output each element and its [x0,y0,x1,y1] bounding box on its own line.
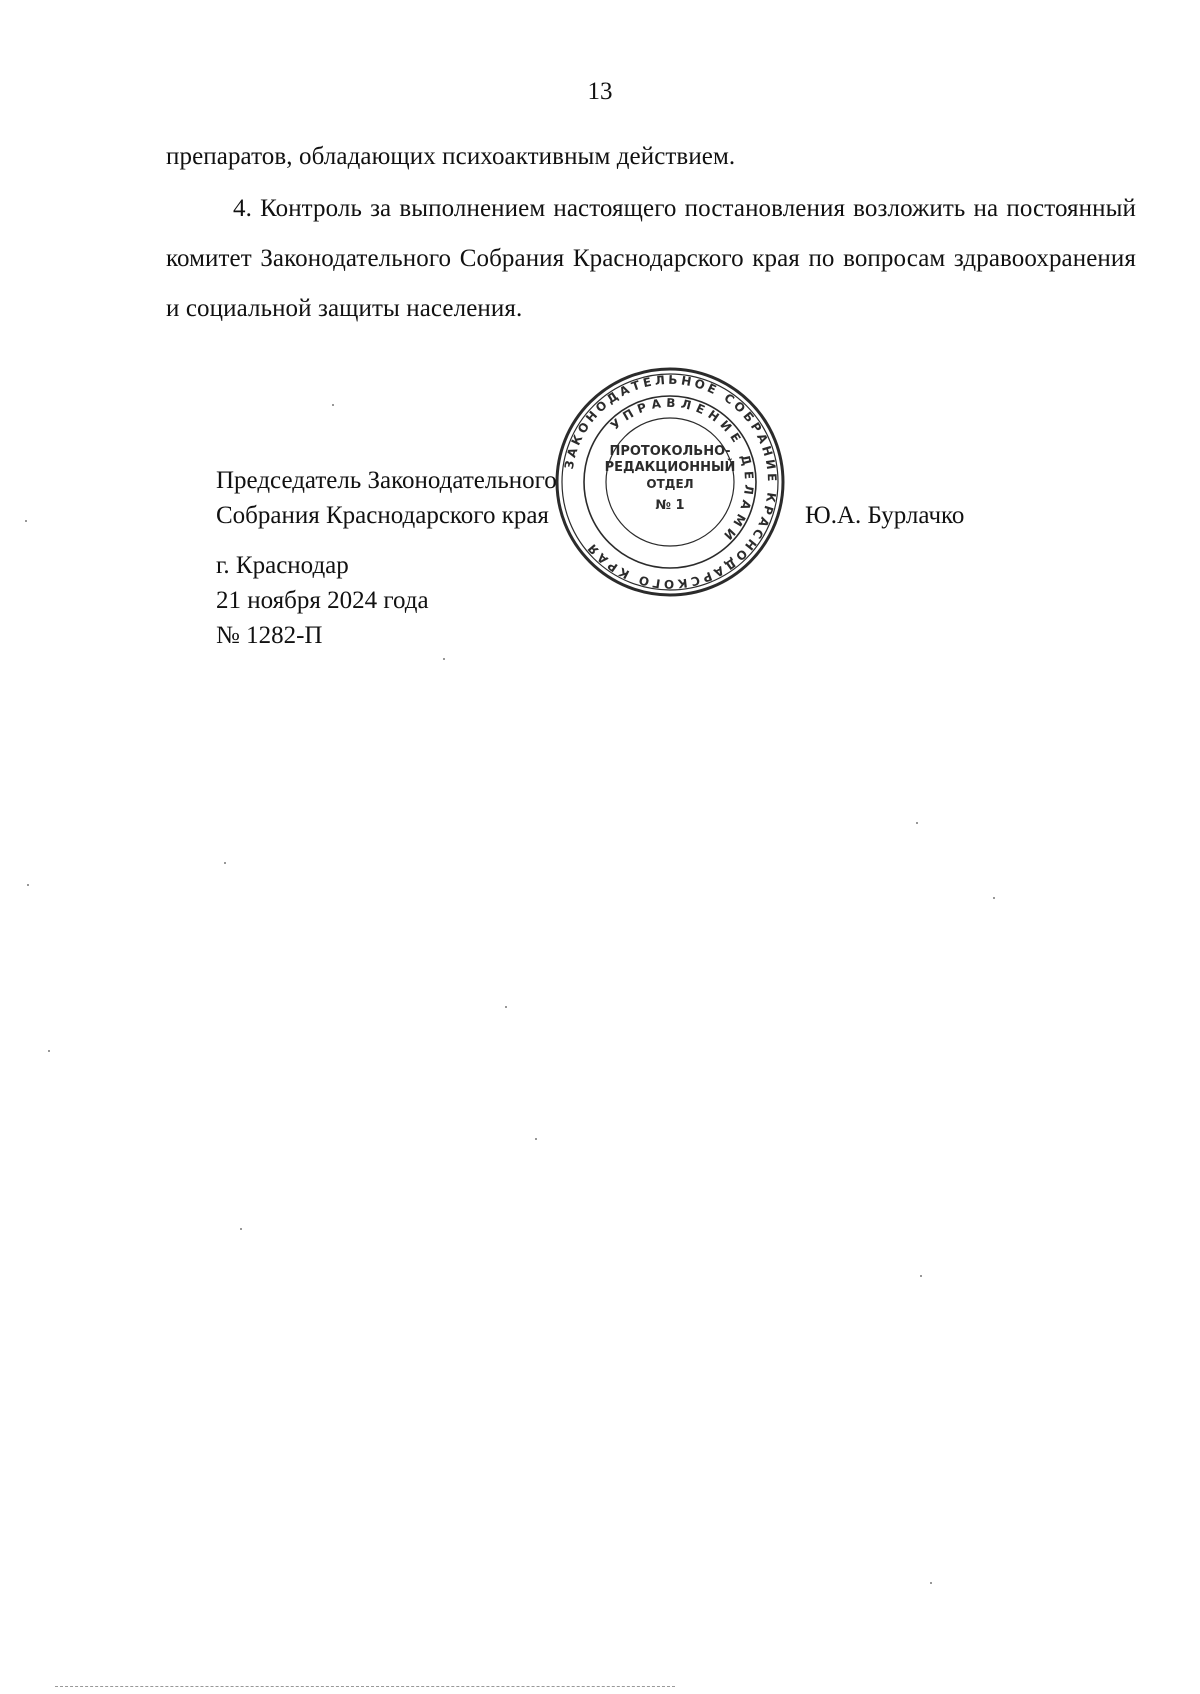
signatory-name: Ю.А. Бурлачко [805,502,965,529]
stamp-center-line-1: ПРОТОКОЛЬНО- [609,444,731,459]
stamp-center-line-4: № 1 [655,498,685,513]
scan-speck [48,1050,50,1052]
scan-edge-line [55,1686,675,1688]
signatory-title-line-2: Собрания Краснодарского края [216,502,549,529]
document-details [216,548,429,653]
document-date: 21 ноября 2024 года [216,587,429,614]
scan-speck [930,1582,932,1584]
document-city: г. Краснодар [216,552,349,579]
paragraph-item-4: 4. Контроль за выполнением настоящего постановления возложить на постоянный комитет Законодательного Собрания Краснодарского края по вопросам здравоохранения и социальной защиты населения. [166,195,1136,322]
stamp-center-line-3: ОТДЕЛ [646,477,694,491]
paragraph-continuation: препаратов, обладающих психоактивным действием. [166,143,736,170]
scan-speck [993,897,995,899]
scan-speck [505,1006,507,1008]
stamp-outer-text: ЗАКОНОДАТЕЛЬНОЕ СОБРАНИЕ КРАСНОДАРСКОГО КРАЯ [561,372,780,592]
stamp-inner-ring-text: УПРАВЛЕНИЕ ДЕЛАМИ [607,395,757,547]
scan-speck [535,1138,537,1140]
scan-speck [332,404,334,406]
scan-speck [240,1228,242,1230]
page-number: 13 [587,78,613,105]
stamp-center-line-2: РЕДАКЦИОННЫЙ [604,460,736,475]
official-stamp [553,365,787,599]
signatory-title-line-1: Председатель Законодательного [216,467,557,494]
scan-speck [27,884,29,886]
scan-speck [443,658,445,660]
scan-speck [920,1275,922,1277]
document-number: № 1282-П [216,622,323,649]
scan-speck [916,822,918,824]
scan-speck [224,862,226,864]
signatory-title [216,463,557,533]
scan-speck [25,520,27,522]
